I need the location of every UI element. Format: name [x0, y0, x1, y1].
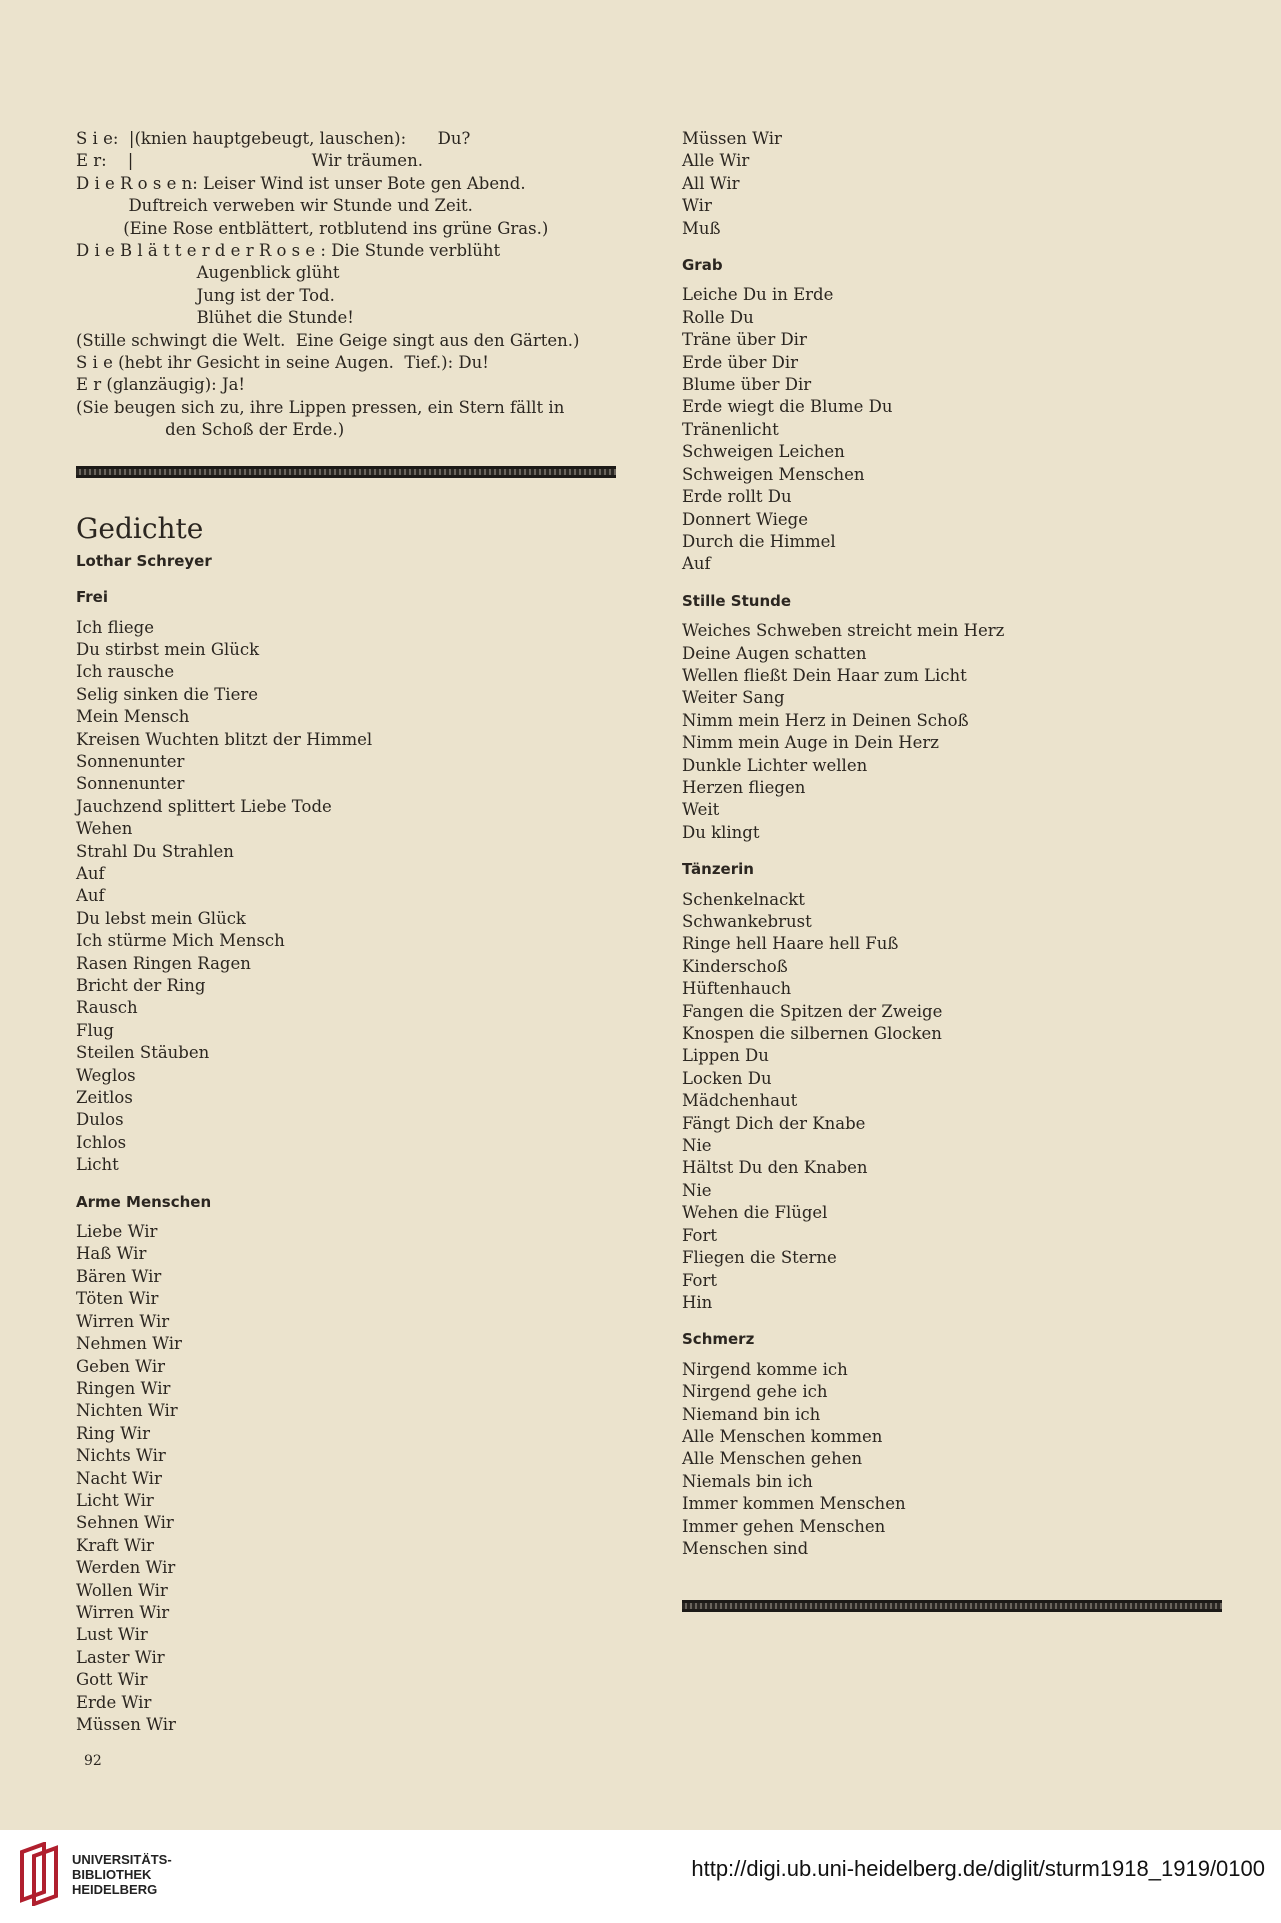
poem-line: Mädchenhaut — [682, 1091, 798, 1111]
poem-line: Wirren Wir — [76, 1311, 170, 1331]
left-column — [76, 128, 616, 1736]
poem-line: Nichten Wir — [76, 1401, 178, 1421]
poem-line: Zeitlos — [76, 1088, 133, 1108]
poem-line: Deine Augen schatten — [682, 643, 867, 663]
poems-right — [682, 254, 1222, 1560]
poem-line: Wellen fließt Dein Haar zum Licht — [682, 665, 967, 685]
page-number: 92 — [84, 1753, 102, 1769]
poem-line: Nimm mein Herz in Deinen Schoß — [682, 710, 969, 730]
section-title: Gedichte — [76, 511, 204, 545]
poem-line: Weiter Sang — [682, 688, 785, 708]
dialogue-line: den Schoß der Erde.) — [76, 420, 345, 440]
poem-line: Immer kommen Menschen — [682, 1494, 906, 1514]
poem-line: Ich rausche — [76, 662, 175, 682]
poem-line: Geben Wir — [76, 1356, 165, 1376]
poem-line: Donnert Wiege — [682, 509, 808, 529]
dialogue-block — [76, 128, 616, 442]
footer-bar — [0, 1830, 1281, 1923]
poem-line: Dulos — [76, 1110, 124, 1130]
poem-line: Hüftenhauch — [682, 979, 792, 999]
poem-line: Sehnen Wir — [76, 1513, 174, 1533]
poem-line: Alle Wir — [682, 151, 750, 171]
dialogue-line: S i e (hebt ihr Gesicht in seine Augen. Tief.): Du! — [76, 353, 489, 373]
poem-line: Wir — [682, 196, 712, 216]
poem-line: Wehen die Flügel — [682, 1203, 828, 1223]
poem-line: Laster Wir — [76, 1647, 165, 1667]
poem-line: Ringen Wir — [76, 1378, 171, 1398]
poem-line: Nichts Wir — [76, 1446, 166, 1466]
poem-line: Flug — [76, 1020, 114, 1040]
poem-line: Jauchzend splittert Liebe Tode — [76, 796, 332, 816]
poem-line: Töten Wir — [76, 1289, 159, 1309]
poem-line: Auf — [76, 886, 105, 906]
poem-line: Kreisen Wuchten blitzt der Himmel — [76, 729, 373, 749]
poem-line: Schweigen Leichen — [682, 442, 845, 462]
poem-line: Träne über Dir — [682, 330, 807, 350]
poem-line: Haß Wir — [76, 1244, 147, 1264]
poem-line: Erde Wir — [76, 1692, 152, 1712]
poem-line: Sonnenunter — [76, 774, 185, 794]
poem-line: Durch die Himmel — [682, 531, 836, 551]
poem-line: Mein Mensch — [76, 707, 190, 727]
poem-line: Liebe Wir — [76, 1222, 158, 1242]
poem-title: Grab — [682, 256, 723, 275]
end-rule — [682, 1600, 1222, 1612]
poem-line: Alle Menschen kommen — [682, 1426, 883, 1446]
poem-line: Ringe hell Haare hell Fuß — [682, 934, 899, 954]
poem-line: Auf — [682, 554, 711, 574]
poem-line: Nie — [682, 1180, 712, 1200]
poem-line: Nacht Wir — [76, 1468, 162, 1488]
dialogue-line: Jung ist der Tod. — [76, 285, 335, 305]
poem-line: Wehen — [76, 819, 133, 839]
dialogue-line: Augenblick glüht — [76, 263, 340, 283]
poem-line: Bricht der Ring — [76, 976, 206, 995]
poem-title: Schmerz — [682, 1330, 755, 1349]
poem-line: Selig sinken die Tiere — [76, 684, 258, 704]
source-url[interactable]: http://digi.ub.uni-heidelberg.de/diglit/sturm1918_1919/0100 — [691, 1856, 1265, 1881]
dialogue-line: Blühet die Stunde! — [76, 308, 354, 328]
poem-line: Lust Wir — [76, 1625, 148, 1645]
poem-line: Niemand bin ich — [682, 1404, 821, 1424]
poem-line: Strahl Du Strahlen — [76, 841, 234, 861]
poem-line: Fort — [682, 1225, 717, 1245]
poem-line: Fliegen die Sterne — [682, 1248, 837, 1268]
author-name: Lothar Schreyer — [76, 551, 212, 570]
poem-line: Auf — [76, 863, 105, 883]
dialogue-line: D i e R o s e n: Leiser Wind ist unser Bote gen Abend. — [76, 173, 526, 193]
poem-line: Menschen sind — [682, 1538, 809, 1558]
poem-line: Werden Wir — [76, 1558, 176, 1578]
poem-line: Knospen die silbernen Glocken — [682, 1024, 942, 1044]
poem-line: Ich fliege — [76, 617, 155, 637]
poem-line: Leiche Du in Erde — [682, 285, 834, 305]
poem-line: Weglos — [76, 1065, 136, 1085]
poem-line: Müssen Wir — [76, 1715, 176, 1734]
poem-line: Immer gehen Menschen — [682, 1516, 886, 1536]
poem-line: Ichlos — [76, 1132, 127, 1152]
poem-line: Weit — [682, 800, 720, 820]
poem-line: Schweigen Menschen — [682, 464, 865, 484]
dialogue-line: E r: | Wir träumen. — [76, 151, 423, 171]
dialogue-line: D i e B l ä t t e r d e r R o s e : Die Stunde verblüht — [76, 241, 501, 261]
right-column — [682, 128, 1222, 1622]
poem-line: Erde über Dir — [682, 352, 798, 372]
poem-line: Ich stürme Mich Mensch — [76, 931, 285, 951]
poem-line: Nimm mein Auge in Dein Herz — [682, 733, 939, 753]
poem-line: Licht — [76, 1155, 119, 1175]
university-logo-icon — [14, 1842, 64, 1906]
poem-line: Tränenlicht — [682, 419, 779, 439]
poem-line: Nirgend gehe ich — [682, 1382, 828, 1402]
poem-line: Fängt Dich der Knabe — [682, 1113, 866, 1133]
poem-line: Herzen fliegen — [682, 777, 806, 797]
section-rule — [76, 466, 616, 478]
poem-line: Licht Wir — [76, 1490, 154, 1510]
poem-line: Dunkle Lichter wellen — [682, 755, 868, 775]
dialogue-line: E r (glanzäugig): Ja! — [76, 375, 246, 395]
poem-line: Rausch — [76, 998, 138, 1018]
poem-title: Frei — [76, 588, 108, 607]
poem-line: Alle Menschen gehen — [682, 1449, 863, 1469]
poem-line: Blume über Dir — [682, 375, 812, 395]
dialogue-line: (Sie beugen sich zu, ihre Lippen pressen, ein Stern fällt in — [76, 397, 565, 417]
poem-line: Wirren Wir — [76, 1602, 170, 1622]
poem-line: Bären Wir — [76, 1266, 162, 1286]
poem-line: Sonnenunter — [76, 751, 185, 771]
poem-line: Rolle Du — [682, 307, 754, 327]
library-name: UNIVERSITÄTS- BIBLIOTHEK HEIDELBERG — [72, 1852, 172, 1897]
poem-continuation — [682, 128, 1222, 240]
poem-line: Nehmen Wir — [76, 1334, 182, 1354]
poem-line: Müssen Wir — [682, 129, 782, 148]
poem-line: Ring Wir — [76, 1423, 150, 1443]
poem-line: Erde wiegt die Blume Du — [682, 397, 893, 417]
poem-title: Stille Stunde — [682, 591, 792, 610]
poem-line: Du lebst mein Glück — [76, 908, 246, 928]
poem-line: Rasen Ringen Ragen — [76, 953, 251, 973]
poem-title: Arme Menschen — [76, 1192, 212, 1211]
poems-left — [76, 586, 616, 1736]
dialogue-line: (Stille schwingt die Welt. Eine Geige singt aus den Gärten.) — [76, 330, 580, 350]
poem-line: Nie — [682, 1136, 712, 1156]
poem-line: Erde rollt Du — [682, 487, 792, 507]
poem-line: Hin — [682, 1292, 713, 1312]
poem-line: Fort — [682, 1270, 717, 1290]
poem-line: Weiches Schweben streicht mein Herz — [682, 621, 1005, 641]
poem-line: Schenkelnackt — [682, 889, 805, 909]
poem-line: Schwankebrust — [682, 912, 812, 931]
poem-line: Nirgend komme ich — [682, 1359, 848, 1379]
poem-line: Muß — [682, 218, 721, 238]
dialogue-line: (Eine Rose entblättert, rotblutend ins grüne Gras.) — [76, 218, 549, 238]
poem-line: Kraft Wir — [76, 1535, 154, 1555]
dialogue-line: S i e: |(knien hauptgebeugt, lauschen): Du? — [76, 129, 471, 148]
poem-line: Fangen die Spitzen der Zweige — [682, 1001, 943, 1021]
poem-line: Gott Wir — [76, 1670, 148, 1690]
poem-line: Wollen Wir — [76, 1580, 168, 1600]
dialogue-line: Duftreich verweben wir Stunde und Zeit. — [76, 196, 473, 216]
poem-line: Du klingt — [682, 822, 760, 842]
poem-line: Hältst Du den Knaben — [682, 1158, 868, 1178]
poem-line: Du stirbst mein Glück — [76, 639, 260, 659]
poem-line: Locken Du — [682, 1068, 772, 1088]
poem-title: Tänzerin — [682, 860, 754, 879]
poem-line: Niemals bin ich — [682, 1471, 813, 1491]
poem-line: Kinderschoß — [682, 956, 788, 976]
poem-line: Lippen Du — [682, 1046, 769, 1066]
poem-line: Steilen Stäuben — [76, 1043, 210, 1063]
poem-line: All Wir — [682, 173, 740, 193]
